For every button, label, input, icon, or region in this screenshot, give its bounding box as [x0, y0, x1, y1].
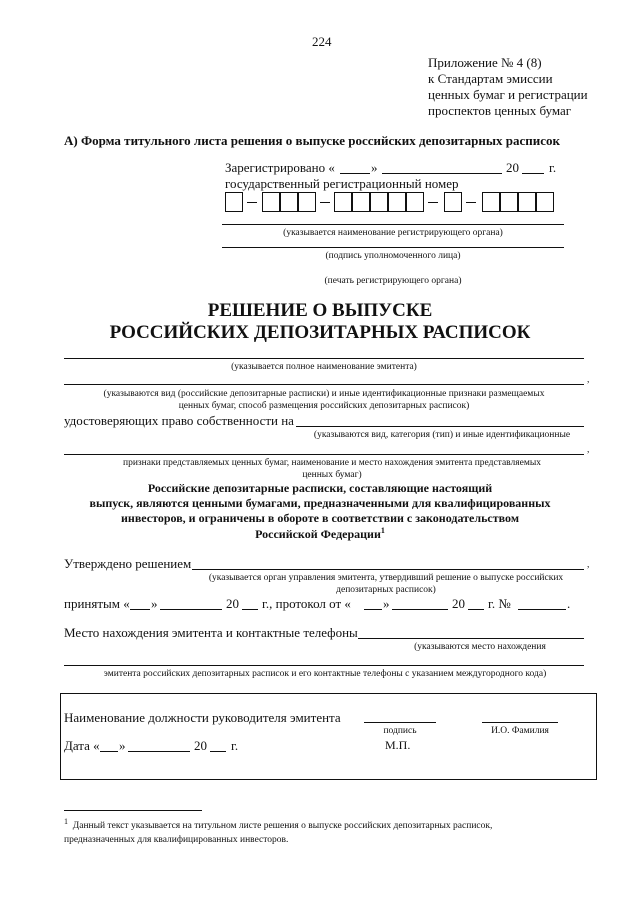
appendix-line: Приложение № 4 (8): [428, 55, 542, 70]
certifying-line: [296, 426, 584, 427]
month-blank: [382, 173, 502, 174]
main-title-line1: РЕШЕНИЕ О ВЫПУСКЕ: [207, 300, 433, 321]
reg-number-label: государственный регистрационный номер: [225, 176, 459, 191]
date-year-prefix: 20: [194, 738, 207, 753]
approval-body-line: [192, 569, 584, 570]
name-hint: И.О. Фамилия: [491, 726, 549, 736]
notice-line2: выпуск, являются ценными бумагами, предназначенными для квалифицированных: [89, 496, 551, 510]
quote-close: »: [151, 596, 158, 611]
hint-location: (указываются место нахождения: [414, 642, 546, 652]
registered-label: Зарегистрировано «: [225, 160, 335, 175]
footnote-line2: предназначенных для квалифицированных инвесторов.: [64, 835, 289, 846]
footnote: [64, 815, 590, 847]
protocol-month-blank: [392, 609, 448, 610]
quote-close: »: [383, 596, 390, 611]
adopted-year-prefix: 20: [226, 596, 239, 611]
year-blank: [522, 173, 544, 174]
securities-type-line: [64, 384, 584, 385]
appendix-reference: [428, 55, 588, 119]
adopted-prefix: принятым «: [64, 596, 130, 611]
adopted-day-blank: [130, 609, 150, 610]
hint-body-line1: (указывается орган управления эмитента, утвердивший решение о выпуске российских: [208, 573, 564, 583]
reg-box: [536, 192, 554, 212]
reg-box: [406, 192, 424, 212]
adopted-month-blank: [160, 609, 222, 610]
notice-line4-text: Российской Федерации: [255, 527, 381, 541]
protocol-year-prefix: 20: [452, 596, 465, 611]
footnote-mark: 1: [64, 817, 68, 826]
appendix-line: проспектов ценных бумаг: [428, 103, 572, 118]
org-name-line: [222, 224, 564, 225]
date-month-blank: [128, 751, 190, 752]
reg-box: [500, 192, 518, 212]
footnote-line1-wrap: [64, 815, 590, 833]
reg-box: [518, 192, 536, 212]
day-blank: [340, 173, 370, 174]
reg-box: [388, 192, 406, 212]
signature-blank: [364, 722, 436, 723]
location-label: Место нахождения эмитента и контактные телефоны: [64, 625, 358, 640]
main-title-line2: РОССИЙСКИХ ДЕПОЗИТАРНЫХ РАСПИСОК: [109, 322, 531, 343]
reg-box: [298, 192, 316, 212]
protocol-year-blank: [468, 609, 484, 610]
appendix-line: к Стандартам эмиссии: [428, 71, 553, 86]
comma: ,: [587, 445, 590, 455]
dash: [320, 202, 330, 203]
hint-type-line2: ценных бумаг, способ размещения российских депозитарных расписок): [178, 401, 470, 411]
section-title: А) Форма титульного листа решения о выпуске российских депозитарных расписок: [64, 133, 560, 148]
dash: [466, 202, 476, 203]
hint-represented-line2: ценных бумаг): [302, 470, 362, 480]
footnote-separator: [64, 810, 202, 811]
reg-box: [370, 192, 388, 212]
hint-signature: (подпись уполномоченного лица): [325, 251, 461, 261]
hint-category: (указываются вид, категория (тип) и иные идентификационные: [313, 430, 571, 440]
protocol-label: г., протокол от «: [262, 596, 351, 611]
protocol-number-blank: [518, 609, 566, 610]
year-prefix: 20: [506, 160, 519, 175]
seal-label: М.П.: [385, 738, 411, 752]
reg-box: [262, 192, 280, 212]
hint-type-line1: (указываются вид (российские депозитарные расписки) и иные идентификационные признаки размещаемых: [103, 389, 545, 399]
protocol-number-label: г. №: [488, 596, 511, 611]
footnote-ref: 1: [380, 526, 385, 535]
hint-full-name: (указывается полное наименование эмитента): [231, 362, 417, 372]
notice-line1: Российские депозитарные расписки, составляющие настоящий: [147, 481, 493, 495]
hint-body-line2: депозитарных расписок): [336, 585, 436, 595]
dash: [428, 202, 438, 203]
reg-box: [280, 192, 298, 212]
date-prefix: Дата «: [64, 738, 100, 753]
adopted-year-blank: [242, 609, 258, 610]
hint-stamp: (печать регистрирующего органа): [324, 276, 462, 286]
notice-line3: инвесторов, и ограничены в обороте в соответствии с законодательством: [120, 511, 519, 525]
protocol-day-blank: [364, 609, 382, 610]
reg-box: [352, 192, 370, 212]
date-suffix: г.: [231, 738, 239, 753]
page-number: 224: [312, 34, 332, 49]
signature-block: [60, 693, 597, 780]
appendix-line: ценных бумаг и регистрации: [428, 87, 588, 102]
signature-hint: подпись: [383, 726, 417, 736]
date-year-blank: [210, 751, 226, 752]
comma: ,: [587, 375, 590, 385]
reg-box: [444, 192, 462, 212]
signature-line: [222, 247, 564, 248]
issuer-name-line: [64, 358, 584, 359]
hint-represented-line1: признаки представляемых ценных бумаг, наименование и место нахождения эмитента представляемых: [122, 458, 542, 468]
hint-org-name: (указывается наименование регистрирующего органа): [283, 228, 503, 238]
hint-contacts: эмитента российских депозитарных расписок и его контактные телефоны с указанием междугородного кода): [103, 669, 547, 679]
approved-label: Утверждено решением: [64, 556, 192, 571]
represented-line: [64, 454, 584, 455]
reg-box: [334, 192, 352, 212]
date-quote-close: »: [119, 738, 126, 753]
year-suffix: г.: [549, 160, 557, 175]
contacts-line: [64, 665, 584, 666]
reg-box: [482, 192, 500, 212]
notice-line4: [0, 526, 640, 542]
date-day-blank: [100, 751, 118, 752]
name-blank: [482, 722, 558, 723]
comma: ,: [587, 560, 590, 570]
certifying-label: удостоверяющих право собственности на: [64, 413, 294, 428]
footnote-line1: Данный текст указывается на титульном листе решения о выпуске российских депозитарных расписок,: [72, 821, 493, 832]
quote-close: »: [371, 160, 378, 175]
dash: [247, 202, 257, 203]
location-line: [358, 638, 584, 639]
reg-box: [225, 192, 243, 212]
end-dot: .: [567, 596, 571, 611]
position-label: Наименование должности руководителя эмитента: [64, 710, 341, 725]
